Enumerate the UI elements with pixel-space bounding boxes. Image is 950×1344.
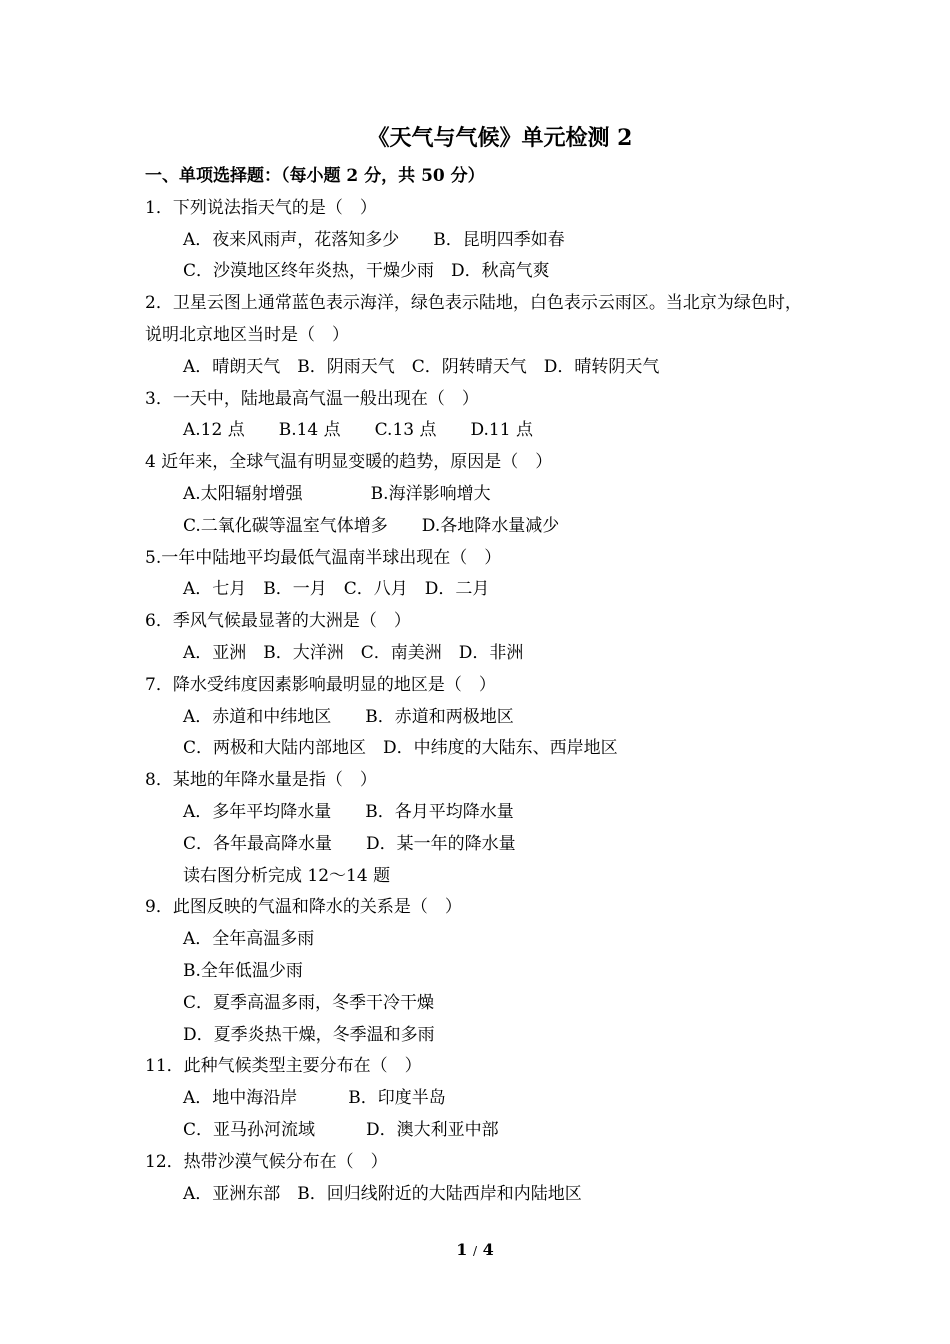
page-title: 《天气与气候》单元检测 2	[367, 125, 633, 151]
question-2-options: A．晴朗天气 B．阴雨天气 C．阴转晴天气 D．晴转阴天气	[183, 356, 660, 377]
page-separator: /	[472, 1244, 478, 1258]
question-11: 11．此种气候类型主要分布在（ ）	[145, 1056, 422, 1077]
page-total: 4	[482, 1240, 494, 1259]
figure-instruction: 读右图分析完成 12～14 题	[183, 865, 391, 886]
question-1-options-cd: C．沙漠地区终年炎热，干燥少雨 D．秋高气爽	[183, 261, 550, 282]
question-4-options-cd: C.二氧化碳等温室气体增多 D.各地降水量减少	[183, 515, 560, 536]
question-2: 2．卫星云图上通常蓝色表示海洋，绿色表示陆地，白色表示云雨区。当北京为绿色时，说明北京地区当时是（ ）	[145, 293, 802, 345]
question-11-options-cd: C．亚马孙河流域 D．澳大利亚中部	[183, 1119, 499, 1140]
question-content	[145, 161, 815, 1210]
question-8-options-ab: A．多年平均降水量 B．各月平均降水量	[183, 801, 514, 822]
question-4: 4 近年来，全球气温有明显变暖的趋势，原因是（ ）	[145, 452, 553, 473]
question-7: 7．降水受纬度因素影响最明显的地区是（ ）	[145, 674, 496, 695]
page-number	[0, 1236, 950, 1265]
page-current: 1	[456, 1240, 468, 1259]
question-12-options: A．亚洲东部 B．回归线附近的大陆西岸和内陆地区	[183, 1183, 582, 1204]
question-12: 12．热带沙漠气候分布在（ ）	[145, 1151, 388, 1172]
question-9-option-c: C．夏季高温多雨，冬季干冷干燥	[183, 992, 435, 1013]
question-8-options-cd: C．各年最高降水量 D．某一年的降水量	[183, 833, 516, 854]
question-7-options-cd: C．两极和大陆内部地区 D．中纬度的大陆东、西岸地区	[183, 738, 618, 759]
question-9-option-d: D．夏季炎热干燥，冬季温和多雨	[183, 1024, 435, 1045]
question-7-options-ab: A．赤道和中纬地区 B．赤道和两极地区	[183, 706, 514, 727]
question-6: 6．季风气候最显著的大洲是（ ）	[145, 611, 411, 632]
question-9-option-a: A．全年高温多雨	[183, 929, 315, 950]
question-5-options: A．七月 B．一月 C．八月 D．二月	[183, 579, 490, 600]
question-6-options: A．亚洲 B．大洋洲 C．南美洲 D．非洲	[183, 642, 524, 663]
question-9: 9．此图反映的气温和降水的关系是（ ）	[145, 897, 462, 918]
question-3-options: A.12 点 B.14 点 C.13 点 D.11 点	[183, 420, 533, 441]
question-11-options-ab: A．地中海沿岸 B．印度半岛	[183, 1088, 446, 1109]
question-8: 8．某地的年降水量是指（ ）	[145, 770, 377, 791]
section-heading: 一、单项选择题：（每小题 2 分，共 50 分）	[145, 166, 485, 186]
question-4-options-ab: A.太阳辐射增强 B.海洋影响增大	[183, 483, 491, 504]
question-5: 5.一年中陆地平均最低气温南半球出现在（ ）	[145, 547, 502, 568]
question-1-options-ab: A．夜来风雨声，花落知多少 B．昆明四季如春	[183, 229, 565, 250]
question-3: 3．一天中，陆地最高气温一般出现在（ ）	[145, 388, 479, 409]
question-1: 1．下列说法指天气的是（ ）	[145, 197, 377, 218]
question-9-option-b: B.全年低温少雨	[183, 960, 303, 981]
